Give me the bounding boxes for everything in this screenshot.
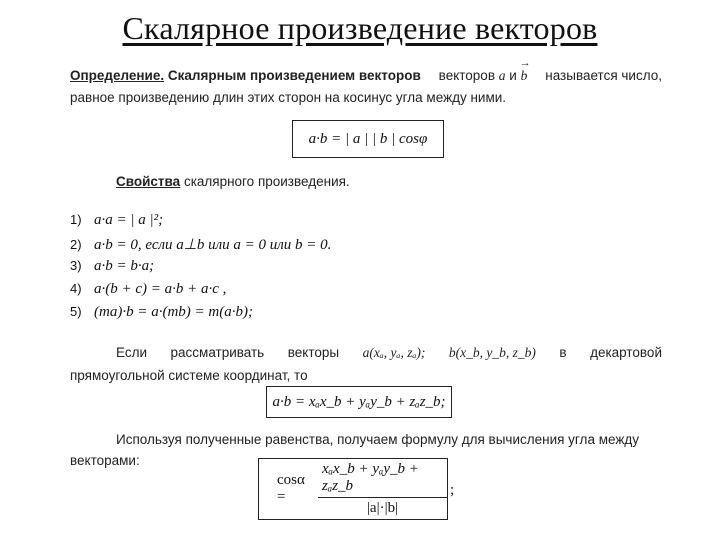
property-item-1: 1) a·a = | a |²;	[70, 212, 164, 228]
definition-and: и	[509, 68, 517, 83]
vector-a-coords: a(xₐ, yₐ, zₐ);	[362, 345, 426, 360]
final-line-2: векторами:	[70, 453, 140, 468]
formula-definition: a·b = | a | | b | cosφ	[308, 130, 428, 147]
formula-definition-box	[292, 120, 444, 158]
definition-end: называется число,	[545, 68, 662, 83]
definition-term: Скалярным произведением векторов	[167, 68, 421, 83]
coords-line-1: Если рассматривать векторы a(xₐ, yₐ, zₐ); b(x_b, y_b, z_b) в декартовой	[116, 345, 662, 360]
property-item-2: 2) a·b = 0, если a⊥b или a = 0 или b = 0.	[70, 237, 332, 253]
formula-angle-numerator: xₐx_b + yₐy_b + zₐz_b	[318, 461, 447, 498]
property-item-3: 3) a·b = b·a;	[70, 258, 155, 274]
property-item-4: 4) a·(b + c) = a·b + a·c ,	[70, 281, 227, 297]
formula-coords: a·b = xₐx_b + yₐy_b + zₐz_b;	[272, 393, 446, 410]
properties-label: Свойства	[116, 174, 181, 189]
page-title: Скалярное произведение векторов	[122, 10, 598, 46]
definition-vector-b: → b	[521, 68, 528, 84]
definition-vector-a: a	[498, 68, 506, 83]
definition-line-1: Определение. Скалярным произведением векторов векторов a и → b называется число,	[70, 68, 662, 84]
properties-rest: скалярного произведения.	[183, 174, 350, 189]
coords-line-2: прямоугольной системе координат, то	[70, 368, 308, 383]
definition-line-2: равное произведению длин этих сторон на косинус угла между ними.	[70, 90, 507, 105]
property-item-5: 5) (ma)·b = a·(mb) = m(a·b);	[70, 304, 253, 320]
vector-b-coords: b(x_b, y_b, z_b)	[448, 345, 536, 360]
formula-angle-denominator: |a|·|b|	[366, 500, 399, 516]
definition-label: Определение.	[70, 68, 165, 83]
formula-angle-lhs: cosα =	[277, 472, 305, 505]
properties-heading	[116, 174, 708, 189]
final-line-1: Используя полученные равенства, получаем формулу для вычисления угла между	[116, 432, 639, 447]
formula-angle-tail: ;	[450, 482, 455, 498]
formula-angle-fraction	[318, 461, 447, 517]
formula-angle-box	[258, 458, 448, 520]
formula-coords-box	[266, 386, 452, 418]
